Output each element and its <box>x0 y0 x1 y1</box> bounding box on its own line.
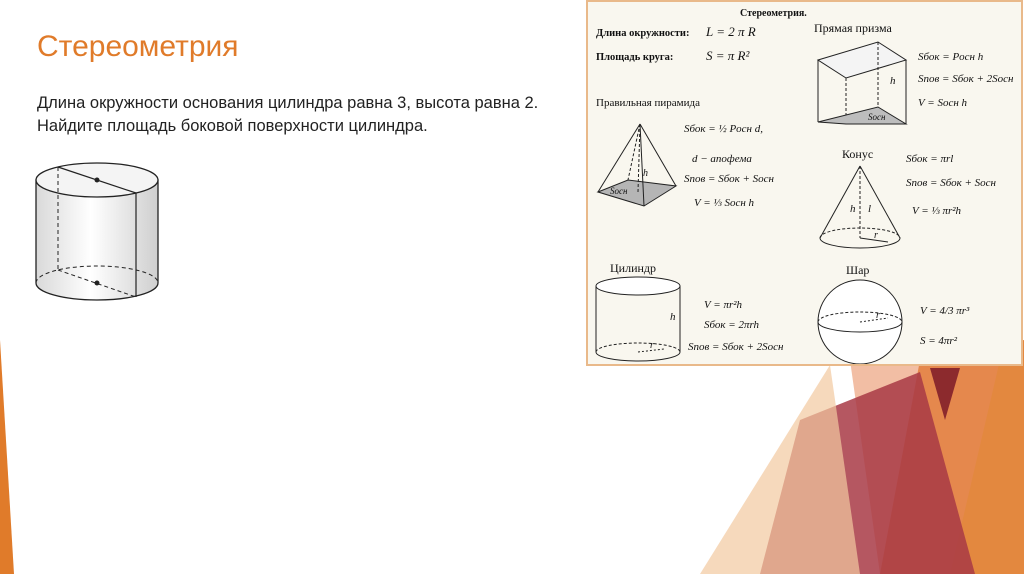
cone-h-label: h <box>850 203 856 215</box>
prism-formula-2: Sпов = Sбок + 2Sосн <box>918 73 1014 85</box>
cone-r-label: r <box>874 230 878 241</box>
ref-cylinder-h-label: h <box>670 311 676 323</box>
circumference-label: Длина окружности: <box>596 28 690 39</box>
prism-formula-1: Sбок = Pосн h <box>918 51 984 63</box>
cylinder-formula-1: V = πr²h <box>704 299 743 311</box>
sphere-formula-2: S = 4πr² <box>920 335 958 347</box>
pyramid-formula-3: Sпов = Sбок + Sосн <box>684 173 774 185</box>
ref-cylinder-r-label: r <box>650 340 654 351</box>
pyramid-h-label: h <box>643 168 648 179</box>
pyramid-s-label: Sосн <box>610 186 628 196</box>
cone-formula-1: Sбок = πrl <box>906 153 954 165</box>
ref-cylinder-figure <box>596 277 680 361</box>
sphere-formula-1: V = 4/3 πr³ <box>920 305 970 317</box>
cone-formula-2: Sпов = Sбок + Sосн <box>906 177 996 189</box>
formula-reference-card <box>586 0 1023 366</box>
prism-s-label: Sосн <box>868 112 886 122</box>
prism-title: Прямая призма <box>814 21 892 35</box>
prism-h-label: h <box>890 75 896 87</box>
pyramid-formula-1: Sбок = ½ Pосн d, <box>684 123 764 135</box>
cylinder-formula-3: Sпов = Sбок + 2Sосн <box>688 341 784 353</box>
cone-title: Конус <box>842 147 874 161</box>
cylinder-formula-2: Sбок = 2πrh <box>704 319 760 331</box>
sphere-figure <box>818 280 902 364</box>
circumference-formula: L = 2 π R <box>706 24 756 39</box>
cylinder-title: Цилиндр <box>610 261 657 275</box>
circle-area-formula: S = π R² <box>706 48 750 63</box>
pyramid-formula-4: V = ⅓ Sосн h <box>694 197 755 209</box>
slide-title: Стереометрия <box>37 30 239 63</box>
sphere-title: Шар <box>846 263 870 277</box>
cone-formula-3: V = ⅓ πr²h <box>912 205 962 217</box>
cone-figure <box>820 166 900 248</box>
ref-heading: Стереометрия. <box>740 8 807 19</box>
cone-l-label: l <box>868 203 872 215</box>
light-facet <box>700 365 860 574</box>
prism-formula-3: V = Sосн h <box>918 97 968 109</box>
circle-area-label: Площадь круга: <box>596 52 674 63</box>
formula-sheet <box>588 2 1023 366</box>
pyramid-formula-2: d − апофема <box>692 153 752 165</box>
task-text: Длина окружности основания цилиндра равна 3, высота равна 2. Найдите площадь боковой поверхности цилиндра. <box>37 94 539 135</box>
left-accent-shape <box>0 340 14 574</box>
pyramid-title: Правильная пирамида <box>596 97 700 109</box>
cylinder-figure <box>28 155 168 305</box>
sphere-r-label: r <box>876 310 880 321</box>
